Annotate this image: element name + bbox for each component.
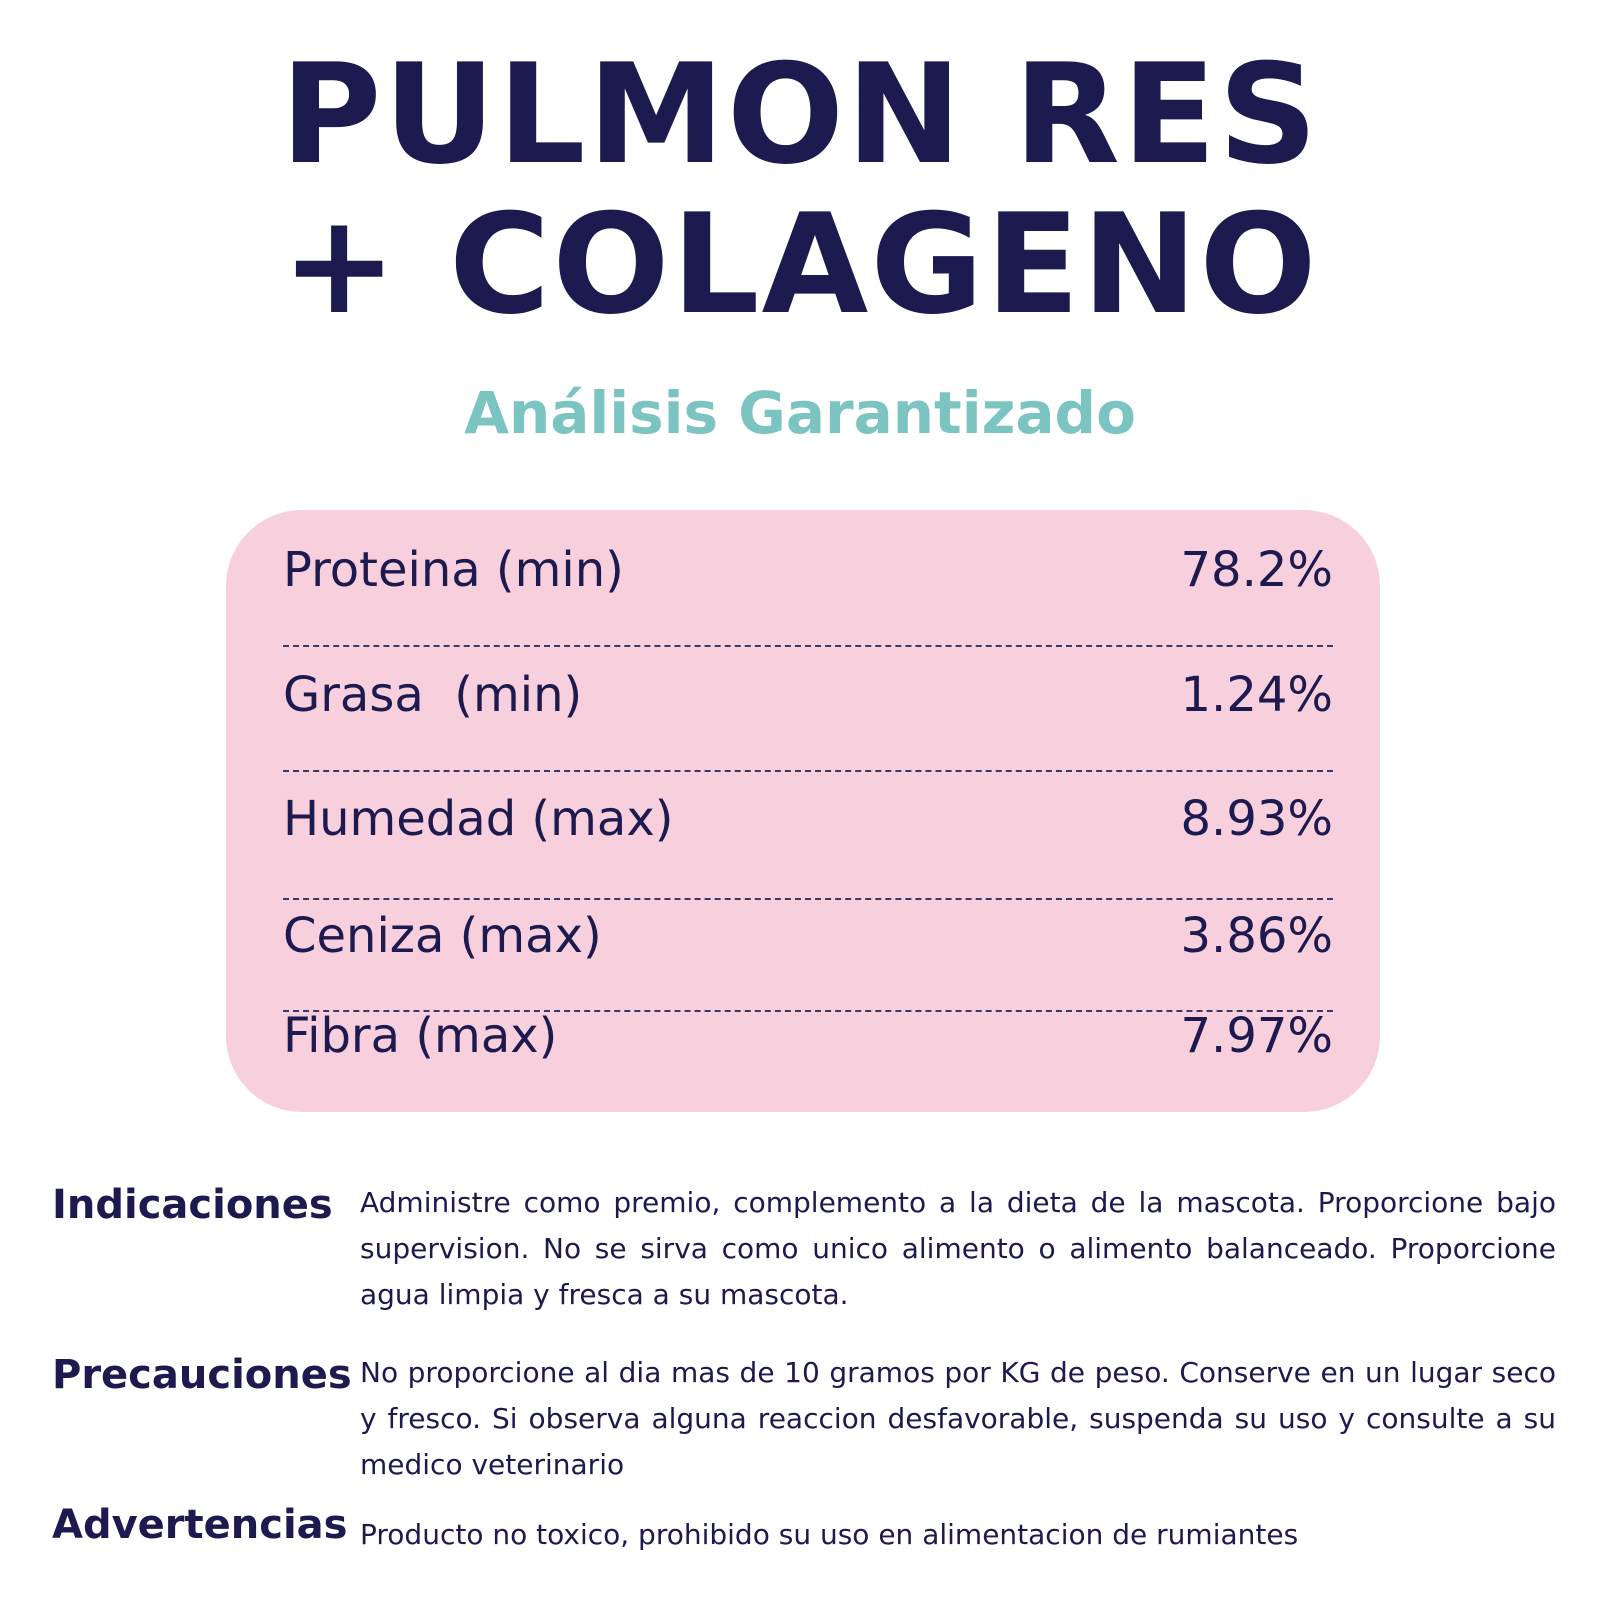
- precauciones-text: No proporcione al dia mas de 10 gramos por KG de peso. Conserve en un lugar seco y fresco. Si observa alguna reaccion desfavorable, suspenda su uso y consulte a su medico veterinario: [360, 1356, 1556, 1481]
- analysis-label: Proteina (min): [283, 542, 624, 598]
- advertencias-heading: Advertencias: [52, 1502, 348, 1548]
- analysis-value: 8.93%: [1180, 791, 1333, 847]
- precauciones-heading: Precauciones: [52, 1352, 352, 1398]
- analysis-label: Ceniza (max): [283, 908, 602, 964]
- advertencias-text: Producto no toxico, prohibido su uso en alimentacion de rumiantes: [360, 1518, 1299, 1551]
- analysis-value: 3.86%: [1180, 908, 1333, 964]
- product-title-line-1: PULMON RES: [280, 34, 1320, 195]
- analysis-row-moisture: [283, 784, 1333, 854]
- indicaciones-heading: Indicaciones: [52, 1182, 333, 1228]
- analysis-value: 78.2%: [1180, 542, 1333, 598]
- analysis-label: Fibra (max): [283, 1008, 558, 1064]
- indicaciones-text: Administre como premio, complemento a la dieta de la mascota. Proporcione bajo supervision. No se sirva como unico alimento o alimento balanceado. Proporcione agua limpia y fresca a su mascota.: [360, 1186, 1556, 1311]
- analysis-row-fat: [283, 660, 1333, 730]
- dashed-divider: [283, 770, 1333, 772]
- dashed-divider: [283, 645, 1333, 647]
- analysis-subtitle: Análisis Garantizado: [464, 379, 1136, 447]
- analysis-label: Grasa (min): [283, 667, 583, 723]
- dashed-divider: [283, 898, 1333, 900]
- analysis-row-ash: [283, 901, 1333, 971]
- analysis-value: 7.97%: [1180, 1008, 1333, 1064]
- analysis-label: Humedad (max): [283, 791, 674, 847]
- analysis-row-protein: [283, 535, 1333, 605]
- analysis-value: 1.24%: [1180, 667, 1333, 723]
- analysis-row-fiber: [283, 1001, 1333, 1071]
- product-title-line-2: + COLAGENO: [281, 184, 1319, 345]
- guaranteed-analysis-card: [226, 510, 1380, 1112]
